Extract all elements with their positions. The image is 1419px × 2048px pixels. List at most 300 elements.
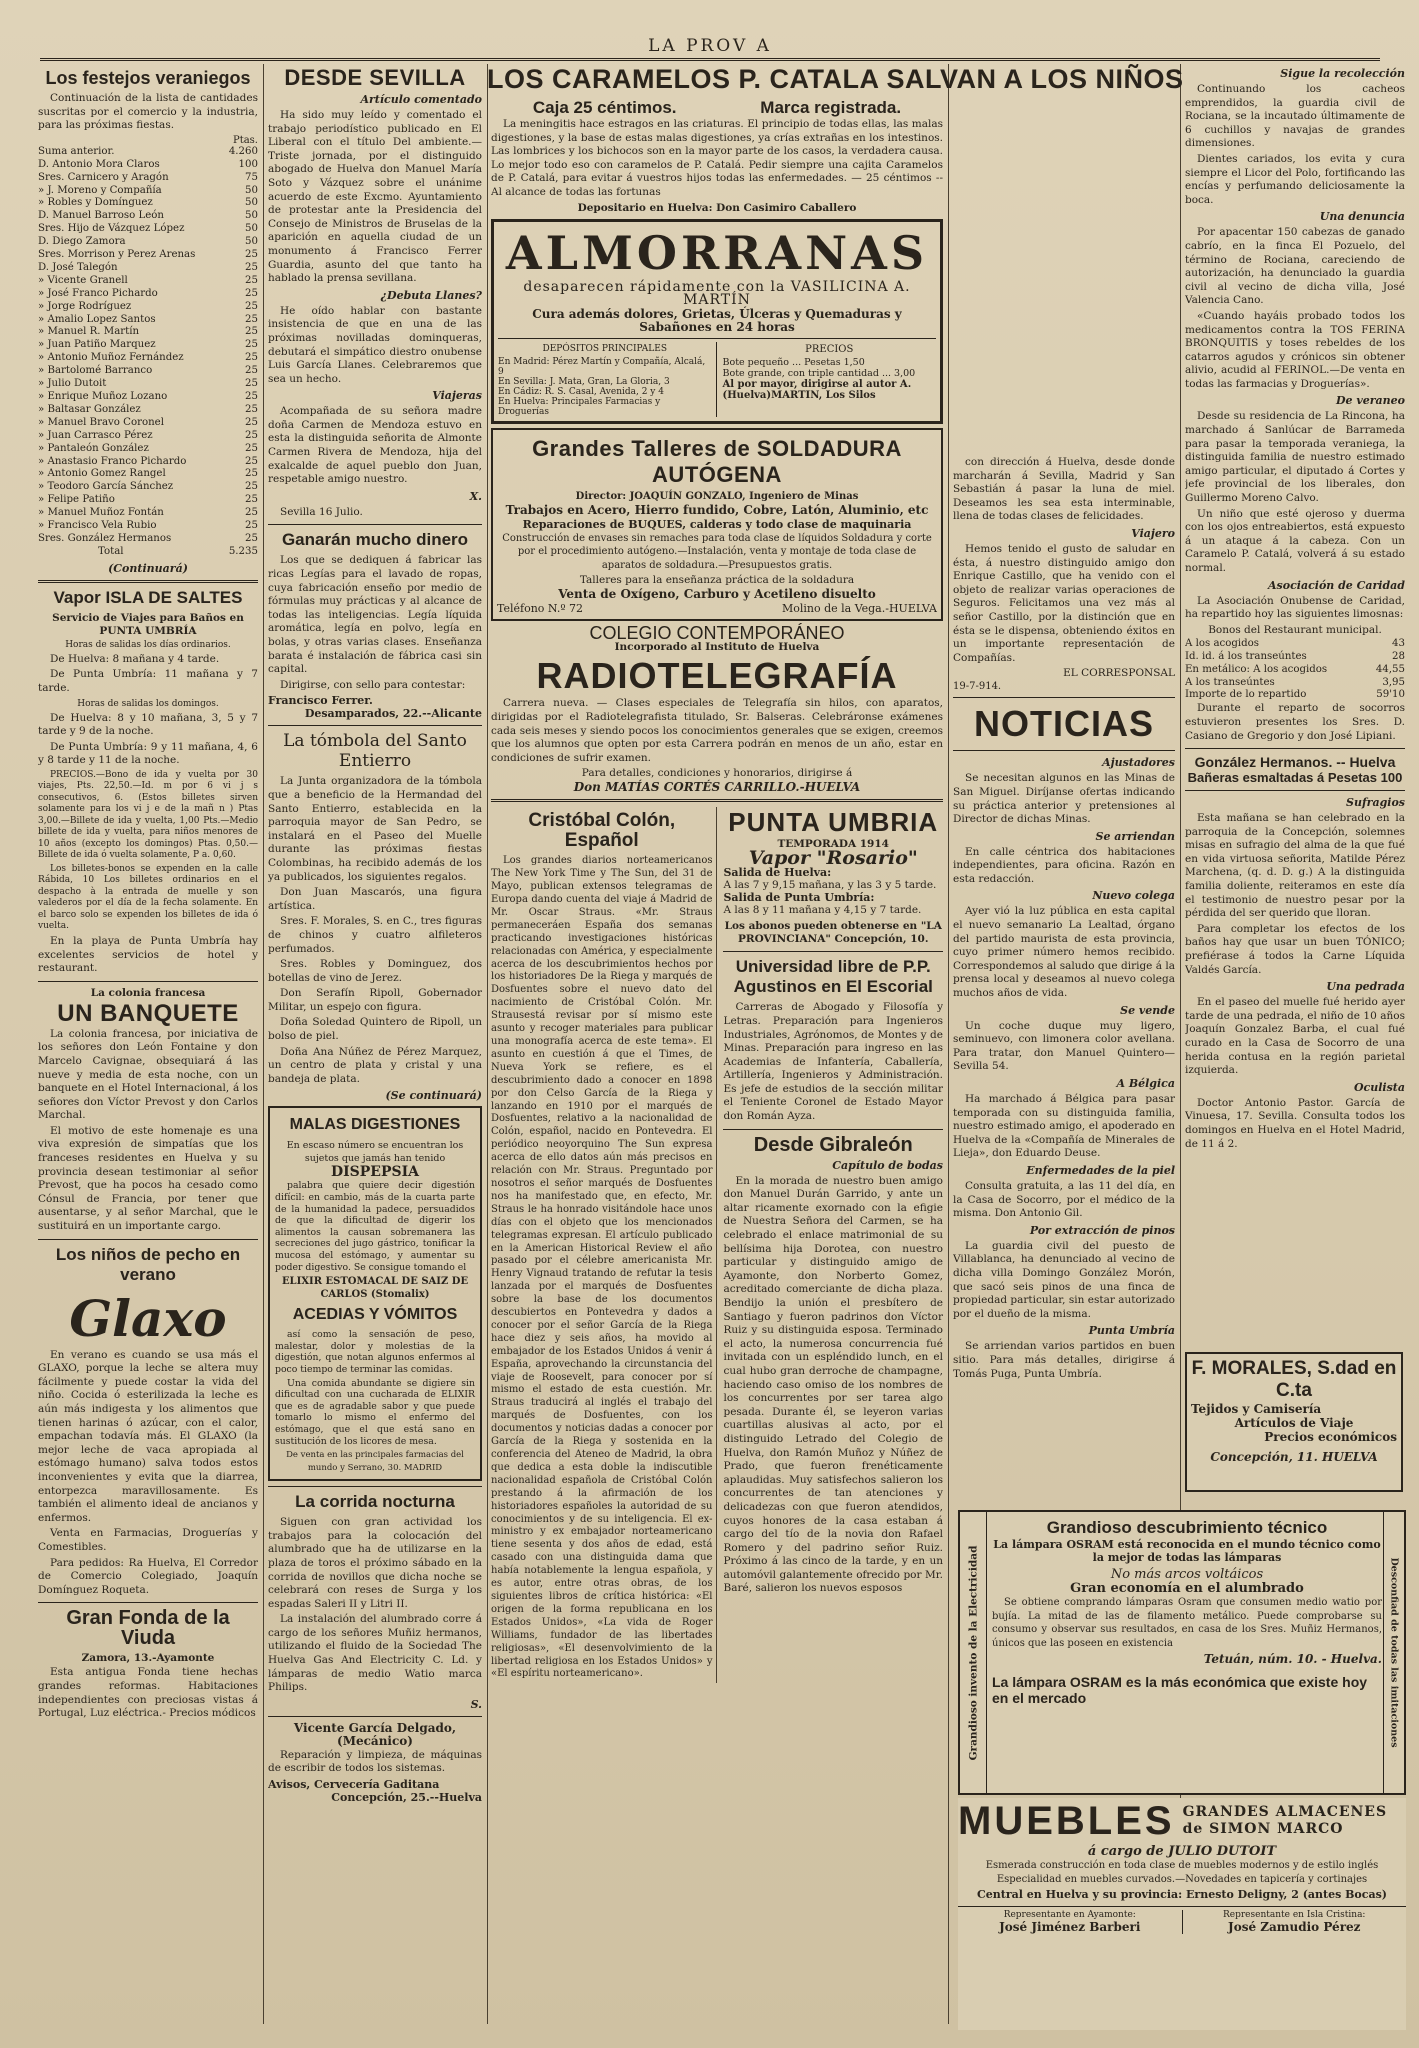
pu-title: Punta Umbría bbox=[1088, 1324, 1175, 1338]
malas-p: En escaso número se encuentran los sujetos que jamás han tenido bbox=[286, 1140, 464, 1165]
row-value: 25 bbox=[245, 442, 258, 454]
talleres-tel: Teléfono N.º 72 bbox=[497, 602, 584, 616]
row-name: En metálico: A los acogidos bbox=[1185, 663, 1328, 675]
row-value: 44,55 bbox=[1375, 663, 1405, 675]
sufragios-p: Esta mañana se han celebrado en la parroquia de la Concepción, solemnes misas en sufragio del alma de la que fué en vida virtuosa señorita, Matilde Pérez Marchena, (q. d. D. g.) A la distinguida familia doliente, reiteramos en este día el testimonio de nuestro pesar por la pérdida del ser querido que lloran. bbox=[1185, 812, 1405, 920]
sevilla-sign: X. bbox=[469, 489, 482, 503]
tombola-p5: Don Serafín Ripoll, Gobernador Militar, un espejo con figura. bbox=[268, 987, 482, 1013]
table-row bbox=[38, 352, 258, 365]
table-row bbox=[38, 494, 258, 507]
servicio: Servicio de Viajes para Baños en PUNTA UMBRÍA bbox=[52, 611, 244, 637]
continuara: (Continuará) bbox=[108, 561, 188, 575]
column-1 bbox=[38, 64, 258, 2024]
ganar-nombre: Francisco Ferrer. bbox=[268, 694, 373, 708]
malas-p4: Una comida abundante se digiere sin dificultad con una cucharada de ELIXIR que es de agradable sabor y que puede tomarlo lo mismo el enfermo del estómago, que el que está sano en sustitución de los licores de mesa. bbox=[275, 1377, 475, 1447]
corrida-sign: S. bbox=[470, 1697, 482, 1711]
rep2-label: Representante en Isla Cristina: bbox=[1223, 1910, 1366, 1921]
tombola-title: La tómbola del Santo Entierro bbox=[283, 731, 467, 772]
pedrada-p: En el paseo del muelle fué herido ayer tarde de una pedrada, el niño de 10 años Joaquín Gonzalez Barba, el cual fué curado en la Casa de Socorro de una herida contusa en la región parietal izquierda. bbox=[1185, 996, 1405, 1077]
row-value: 50 bbox=[245, 236, 258, 248]
vicente-p: Reparación y limpieza, de máquinas de escribir de todos los sistemas. bbox=[268, 1748, 482, 1775]
talleres-4: Talleres para la enseñanza práctica de la soldadura bbox=[579, 574, 855, 587]
ganar-dirigirse: Dirigirse, con sello para contestar: bbox=[280, 678, 466, 691]
row-name: » Jorge Rodríguez bbox=[38, 300, 132, 312]
pu-3: Salida de Punta Umbría: bbox=[723, 891, 875, 905]
muebles-addr: Central en Huelva y su provincia: Ernesto Deligny, 2 (antes Bocas) bbox=[976, 1888, 1387, 1902]
table-row bbox=[1185, 638, 1405, 651]
caramelos-banner: LOS CARAMELOS P. CATALA SALVAN A LOS NIÑOS bbox=[487, 64, 1184, 94]
column-5 bbox=[1185, 64, 1405, 1504]
recol-title: Sigue la recolección bbox=[1280, 67, 1405, 80]
punta-title: PUNTA UMBRIA bbox=[728, 807, 939, 838]
muebles-title: MUEBLES bbox=[958, 1799, 1175, 1843]
talleres-5: Venta de Oxígeno, Carburo y Acetileno disuelto bbox=[558, 587, 876, 602]
table-row bbox=[38, 430, 258, 443]
elixir: ELIXIR ESTOMACAL DE SAIZ DE CARLOS (Stomalix) bbox=[281, 1276, 469, 1301]
row-name: » Antonio Gomez Rangel bbox=[38, 468, 166, 480]
asoc-p: La Asociación Onubense de Caridad, ha repartido hoy las siguientes limosnas: bbox=[1185, 594, 1405, 621]
table-row bbox=[38, 326, 258, 339]
sevilla-sub3: Viajeras bbox=[432, 389, 482, 403]
belgica-p: Ha marchado á Bélgica para pasar temporada con su distinguida familia, nuestro estimado amigo, el apoderado en Huelva de la «Compañía de Minerales de Lieja», don Eduardo Deuse. bbox=[953, 1093, 1175, 1160]
table-row bbox=[38, 520, 258, 533]
table-row bbox=[38, 223, 258, 236]
row-name: » Juan Patiño Marquez bbox=[38, 339, 156, 351]
dispepsia: DISPEPSIA bbox=[330, 1164, 420, 1181]
table-row bbox=[38, 339, 258, 352]
row-value: 25 bbox=[245, 249, 258, 261]
table-row bbox=[38, 404, 258, 417]
arriendan-p: En calle céntrica dos habitaciones independientes, para oficina. Razón en esta redacción. bbox=[953, 845, 1175, 885]
arriendan-title: Se arriendan bbox=[1095, 829, 1175, 843]
table-row bbox=[1185, 677, 1405, 690]
talleres-2: Reparaciones de BUQUES, calderas y todo clase de maquinaria bbox=[522, 517, 912, 531]
tombola-p3: Sres. F. Morales, S. en C., tres figuras de chinos y cuatro alfileteros perfumados. bbox=[268, 915, 482, 955]
asoc-p2: Durante el reparto de socorros estuvieron presentes los Sres. D. Casiano de Gregorio y don José Lipiani. bbox=[1185, 702, 1405, 742]
talleres-1: Trabajos en Acero, Hierro fundido, Cobre, Latón, Aluminio, etc bbox=[505, 502, 929, 517]
row-name: » Teodoro García Sánchez bbox=[38, 481, 174, 493]
gibraleon-sub: Capítulo de bodas bbox=[832, 1158, 943, 1172]
gibraleon-p: En la morada de nuestro buen amigo don Manuel Durán Garrido, y ante un altar ricamente exornado con la efigie de Nuestra Señora del Carmen, se ha celebrado el enlace matrimonial de su bellísima hija Dorotea, con nuestro particular y distinguido amigo de Ayamonte, don Norberto Gomez, acreditado comerciante de dicha plaza. Bendijo la unión el presbítero de Santiago y fueron padrinos don Víctor Ruiz y su distinguida esposa. Terminado el acto, la numerosa concurrencia fué invitada con un espléndido lunch, en el cual hubo gran derroche de champagne, haciendo caso omiso de los nombres de los concurrentes por ser tarea algo pesada. Durante él, se leyeron varias cuartillas alusivas al acto, por el distinguido Letrado del Colegio de Huelva, don Ramón Muñoz y Núñez de Prado, que fueron frenéticamente aplaudidas. Muy satisfechos salieron los concurrentes de tan atenciones y delicadezas con que fueron atendidos, cuyos honores de la casa estaban á cargo del tío de la novia don Rafael Romero y del padrino señor Ruiz. Próximo á las cinco de la tarde, y en un automóvil galantemente ofrecido por Mr. Baré, salieron los nuevos esposos bbox=[723, 1174, 943, 1595]
pinos-title: Por extracción de pinos bbox=[1029, 1223, 1175, 1237]
row-value: 25 bbox=[245, 287, 258, 299]
row-value: 25 bbox=[245, 494, 258, 506]
row-value: 50 bbox=[245, 223, 258, 235]
row-name: D. Diego Zamora bbox=[38, 236, 126, 248]
muebles-ad bbox=[958, 1798, 1406, 2030]
sevilla-title: DESDE SEVILLA bbox=[284, 65, 466, 90]
asoc-table bbox=[1185, 638, 1405, 703]
c4-fecha: 19-7-914. bbox=[953, 681, 1002, 693]
osram-b: La lámpara OSRAM es la más económica que existe hoy en el mercado bbox=[992, 1674, 1368, 1707]
morales-title: F. MORALES, S.dad en C.ta bbox=[1191, 1358, 1397, 1401]
denuncia-p: Por apacentar 150 cabezas de ganado cabrío, en la finca El Pozuelo, del término de Rociana, careciendo de autorización, ha denunciado la guardia civil al vecino de dicha villa, José Valencia Cano. bbox=[1185, 226, 1405, 307]
univ-p: Carreras de Abogado y Filosofía y Letras. Preparación para Ingenieros Industriales, Agrónomos, de Montes y de Minas. Preparación para ingreso en las Academias de Infantería, Caballería, Artillería, Ingenieros y Administración. Es jefe de estudios de la sección militar el Teniente Coronel de Estado Mayor don Román Ayza. bbox=[723, 1001, 943, 1123]
sufragios-title: Sufragios bbox=[1346, 796, 1405, 810]
colegio-sub: Incorporado al Instituto de Huelva bbox=[614, 641, 820, 654]
row-value: 50 bbox=[245, 184, 258, 196]
table-row bbox=[1185, 689, 1405, 702]
depositos-list bbox=[498, 357, 712, 417]
recol-p: Continuando los cacheos emprendidos, la guardia civil de Rociana, se la incautado últimamente de 6 cuchillos y navajas de grandes dimensiones. bbox=[1185, 83, 1405, 150]
row-name: Sres. Hijo de Vázquez López bbox=[38, 223, 185, 235]
table-row bbox=[38, 249, 258, 262]
malas-title: MALAS DIGESTIONES bbox=[289, 1116, 461, 1134]
row-value: 25 bbox=[245, 313, 258, 325]
osram-p2: No más arcos voltáicos bbox=[1110, 1567, 1264, 1582]
table-row bbox=[38, 443, 258, 456]
sevilla-p1: Ha sido muy leído y comentado el trabajo periodístico publicado en El Liberal con el título Del ambiente.—Triste jornada, por el distinguido abogado de Huelva don Manuel María Soto y Vázquez sobre el unánime acuerdo de este Excmo. Ayuntamiento de protestar ante la Presidencia del Consejo de Ministros de Bruselas de la aparición en aquella ciudad de un monumento á Francisco Ferrer Guardia, asunto del que tanto ha hablado la prensa sevillana. bbox=[268, 109, 482, 285]
malas-p3: así como la sensación de peso, malestar, dolor y molestias de la digestión, que notan algunos enfermos al poco tiempo de terminar las comidas. bbox=[275, 1329, 475, 1375]
corrida-title: La corrida nocturna bbox=[295, 1492, 455, 1512]
masthead: LA PROV A bbox=[40, 36, 1380, 61]
salida-punta: De Punta Umbría: 11 mañana y 7 tarde. bbox=[38, 668, 258, 694]
horas-ordinarios: Horas de salidas los días ordinarios. bbox=[65, 639, 231, 650]
row-value: 25 bbox=[245, 352, 258, 364]
pu-1: Salida de Huelva: bbox=[723, 866, 832, 880]
colega-title: Nuevo colega bbox=[1092, 889, 1175, 903]
horas-domingos: Horas de salidas los domingos. bbox=[77, 698, 219, 709]
belgica-title: A Bélgica bbox=[1116, 1077, 1175, 1090]
deposito-line: En Madrid: Pérez Martín y Compañía, Alcalá, 9 bbox=[498, 356, 706, 377]
malas-p2: palabra que quiere decir digestión difícil: en cambio, más de la cuarta parte de la humanidad la padece, persuadidos de que la dificultad de digerir los alimentos la causan sobremanera las secreciones del jugo gástrico, tonificar la mucosa del estómago, y aumentar su poder digestivo. Se consigue tomando el bbox=[275, 1180, 475, 1273]
glaxo-pedidos: Para pedidos: Ra Huelva, El Corredor de Comercio Colegiado, Joaquín Domínguez Roqueta. bbox=[38, 1556, 258, 1596]
table-row bbox=[38, 172, 258, 185]
colon-p: Los grandes diarios norteamericanos The New York Time y The Sun, del 31 de Mayo, publican extensos telegramas de Europa dando cuenta del viaje á Madrid de Mr. Oscar Straus. «Mr. Straus permaneceráen España dos semanas practicando investigaciones históricas relacionadas con América, y especialmente acerca de los descubrimientos hechos por los historiadores De la Riega y marqués de Dosfuentes sobre el nuevo dato del nacimiento de Cristóbal Colón. Mr. Strausestá revisar por sí mismo este asunto y recoger materiales para publicar una monografía acerca de este tema». El asunto en cuestión á que el Times, de Nueva York se refiere, es el descubrimiento dado a conocer en 1898 por don Celso García de la Riega y lanzando en 1910 por el marqués de Dosfuentes, relativo a la nacionalidad de Colón, español, nacido en Pontevedra. El periódico neoyorquino The Sun expresa acerca de ello datos aún más precisos en relación con Mr. Straus. Preguntado por nosotros el señor marqués de Dosfuentes nos ha manifestado que, en efecto, Mr. Straus le ha honrado visitándole hace unos días con el objeto que los mencionados telegramas expresan. El artículo publicado en la American Historical Review el año pasado por el célebre americanista Mr. Henry Vignaud tratando de refutar la tesis lanzada por el marqués de Dosfuentes sobre la base de los documentos descubiertos en Pontevedra y dados a conocer por el señor García de la Riega hace diez y seis años, ha movido al embajador de los Estados Unidos á venir á España, aprovechando la circunstancia del viaje de Roosevelt, para conocer por sí mismo el estado de esta cuestión. Mr. Straus traducirá al inglés el trabajo del marqués de Dosfuentes, con los documentos y noticias dadas a conocer por García de la Riega y sostenida en la conferencia del Ateneo de Madrid, la obra que dedica a esta doble la indiscutible nacionalidad española de Cristóbal Colón prestando á la afirmación de los historiadores españoles la autoridad de su conocimientos y de su inteligencia. El ex-ministro y ex embajador norteamericano tiene sesenta y dos años de edad, está casado con una distinguida dama que había notablemente la lengua española, y es autor, entre otras obras, de los siguientes libros de crítica histórica: «El origen de la forma republicana en los Estados Unidos», «La vida de Roger Williams, fundador de las libertades religiosas», «El desenvolvimiento de la libertad religiosa en los Estados Unidos» y «El espíritu norteamericano». bbox=[491, 855, 713, 1680]
table-row bbox=[38, 481, 258, 494]
precio-mayor: Al por mayor, dirigirse al autor A. (Huelva)MARTIN, Los Silos bbox=[722, 378, 912, 401]
row-value: 4.260 bbox=[228, 145, 258, 157]
row-name: » Francisco Vela Rubio bbox=[38, 520, 157, 532]
oculista-title: Oculista bbox=[1353, 1080, 1405, 1094]
row-value: 28 bbox=[1392, 650, 1405, 662]
column-2 bbox=[268, 64, 482, 2024]
deposito-line: En Huelva: Principales Farmacias y Droguerías bbox=[498, 396, 661, 417]
festejos-table bbox=[38, 146, 258, 546]
osram-addr: Tetuán, núm. 10. - Huelva. bbox=[1203, 1652, 1382, 1667]
nino-p: Un niño que esté ojeroso y duerma con los ojos entreabiertos, está expuesto á un ataque á la cabeza. Con un Caramelo P. Catalá, volverá á su estado normal. bbox=[1185, 507, 1405, 574]
corresponsal: EL CORRESPONSAL bbox=[1063, 667, 1175, 680]
row-value: 25 bbox=[245, 507, 258, 519]
viajero-p: Hemos tenido el gusto de saludar en ésta, á nuestro distinguido amigo don Enrique Castillo, que ha venido con el objeto de realizar varias operaciones de Seguros. Felicitamos una vez más al señor Castillo, por la distinción que en ésta se le dispensa, obteniendo éxitos en un importante representación de Compañías. bbox=[953, 542, 1175, 664]
row-name: » Vicente Granell bbox=[38, 274, 128, 286]
talleres-dir: Director: JOAQUÍN GONZALO, Ingeniero de Minas bbox=[575, 490, 859, 502]
row-value: 25 bbox=[245, 468, 258, 480]
veraneo-title: De veraneo bbox=[1335, 394, 1405, 408]
pu-4: A las 8 y 11 mañana y 4,15 y 7 tarde. bbox=[723, 904, 922, 917]
row-value: 43 bbox=[1392, 637, 1405, 649]
malas-ad bbox=[268, 1106, 482, 1481]
row-value: 25 bbox=[245, 416, 258, 428]
row-name: » Juan Carrasco Pérez bbox=[38, 429, 153, 441]
muebles-p: Esmerada construcción en toda clase de muebles modernos y de estilo inglés Especialidad en muebles curvados.—Novedades en tapicería y cortinajes bbox=[985, 1860, 1379, 1885]
pu-2: A las 7 y 9,15 mañana, y las 3 y 5 tarde. bbox=[723, 879, 937, 892]
row-name: » Manuel Bravo Coronel bbox=[38, 416, 164, 428]
bonos-vapor: Los billetes-bonos se expenden en la calle Rábida, 10 Los billetes ordinarios en el despacho à la entrada de muelle y son valederos por el día de la fecha solamente. En el barco solo se expenden los billetes de ida ó vuelta. bbox=[38, 863, 258, 932]
colonia-title: La colonia francesa bbox=[90, 986, 206, 999]
column-3 bbox=[491, 98, 943, 2024]
row-name: » Manuel R. Martín bbox=[38, 326, 140, 338]
deposito-line: En Sevilla: J. Mata, Gran, La Gloria, 3 bbox=[498, 376, 670, 387]
tombola-p4: Sres. Robles y Dominguez, dos botellas de vino de Jerez. bbox=[268, 958, 482, 984]
row-value: 50 bbox=[245, 197, 258, 209]
table-row bbox=[38, 262, 258, 275]
gibraleon-title: Desde Gibraleón bbox=[753, 1133, 913, 1156]
almorranas-s2: Cura además dolores, Grietas, Úlceras y Quemaduras y Sabañones en 24 horas bbox=[532, 306, 902, 334]
row-name: Importe de lo repartido bbox=[1185, 689, 1307, 701]
muebles-sub: GRANDES ALMACENES de SIMON MARCO bbox=[1182, 1804, 1388, 1837]
festejos-intro: Continuación de la lista de cantidades suscritas por el comercio y la industria, para las próximas fiestas. bbox=[38, 92, 258, 132]
rosario: Vapor "Rosario" bbox=[748, 847, 918, 870]
row-value: 25 bbox=[245, 429, 258, 441]
viajero-title: Viajero bbox=[1131, 526, 1175, 540]
table-row bbox=[1185, 664, 1405, 677]
colon-title: Cristóbal Colón, Español bbox=[528, 810, 676, 852]
ajust-title: Ajustadores bbox=[1102, 756, 1175, 770]
row-name: » Felipe Patiño bbox=[38, 494, 115, 506]
ninos-title: Los niños de pecho en verano bbox=[55, 1244, 241, 1284]
talleres-title: Grandes Talleres de SOLDADURA AUTÓGENA bbox=[532, 435, 902, 487]
row-value: 25 bbox=[245, 378, 258, 390]
row-name: » Robles y Domínguez bbox=[38, 197, 153, 209]
denuncia-title: Una denuncia bbox=[1319, 210, 1405, 224]
dientes-p: Dientes cariados, los evita y cura siempre el Licor del Polo, fortificando las encías y perfumando deliciosamente la boca. bbox=[1185, 152, 1405, 206]
table-row bbox=[38, 288, 258, 301]
almorranas-ad bbox=[491, 219, 943, 424]
corrida-p2: La instalación del alumbrado corre á cargo de los señores Muñiz hermanos, utilizando el fluido de la Sociedad The Huelva Gas And Electricity C. Ld. y lámparas de medio Watio marca Philips. bbox=[268, 1613, 482, 1694]
radio-title: RADIOTELEGRAFÍA bbox=[536, 655, 898, 697]
tombola-p7: Doña Ana Núñez de Pérez Marquez, un centro de plata y cristal y una bandeja de plata. bbox=[268, 1045, 482, 1085]
table-row bbox=[38, 197, 258, 210]
asoc-bonos: Bonos del Restaurant municipal. bbox=[1208, 623, 1382, 636]
tombola-p1: La Junta organizadora de la tómbola que a beneficio de la Hermandad del Santo Entierro, establecida en la parroquia mayor de San Pedro, se instalará en el Paseo del Muelle durante las próximas fiestas Colombinas, ha recibido además de los ya publicados, los siguientes regalos. bbox=[268, 775, 482, 883]
table-row bbox=[38, 159, 258, 172]
row-value: 25 bbox=[245, 391, 258, 402]
row-value: 50 bbox=[245, 210, 258, 222]
c4-p0: con dirección á Huelva, desde donde marcharán á Sevilla, Madrid y San Sebastián á pasar la luna de miel. Deseamos les sea esta interminable, llena de todas clases de felicidades. bbox=[953, 456, 1175, 523]
corrida-p1: Siguen con gran actividad los trabajos para la colocación del alumbrado que ha de utilizarse en la plaza de toros el próximo sábado en la corrida de novillos que dicha noche se celebrará con reses de Surga y los espadas Saleri II y Litri II. bbox=[268, 1516, 482, 1610]
table-row bbox=[38, 314, 258, 327]
row-value: 100 bbox=[238, 158, 258, 170]
depositos-title: DEPÓSITOS PRINCIPALES bbox=[542, 343, 667, 354]
table-row bbox=[38, 417, 258, 430]
temporada: TEMPORADA 1914 bbox=[777, 838, 889, 851]
ajust-p: Se necesitan algunos en las Minas de San Miguel. Diríjanse ofertas indicando su práctica anterior y pretensiones al Director de dichas Minas. bbox=[953, 772, 1175, 826]
ptas-label: Ptas. bbox=[232, 134, 258, 146]
piel-title: Enfermedades de la piel bbox=[1026, 1163, 1175, 1177]
morales-addr: Concepción, 11. HUELVA bbox=[1210, 1450, 1378, 1464]
veraneo-p: Desde su residencia de La Rincona, ha marchado á Sanlúcar de Barrameda para pasar la temporada veraniega, la distinguida familia de nuestro estimado amigo particular, el diputado á Cortes y jefe provincial de los liberales, don Guillermo Moreno Calvo. bbox=[1185, 410, 1405, 505]
morales-ad bbox=[1185, 1352, 1403, 1492]
right-subcol bbox=[723, 807, 943, 1683]
row-value: 25 bbox=[245, 326, 258, 338]
rep1-label: Representante en Ayamonte: bbox=[1003, 1910, 1136, 1921]
row-name: D. José Talegón bbox=[38, 261, 118, 273]
morales-1: Tejidos y Camisería bbox=[1191, 1402, 1322, 1416]
avisos-addr: Concepción, 25.--Huelva bbox=[331, 1791, 482, 1805]
table-row bbox=[38, 146, 258, 159]
row-name: » Bartolomé Barranco bbox=[38, 365, 153, 377]
oculista-p: Doctor Antonio Pastor. García de Vinuesa, 17. Sevilla. Consulta todos los domingos en Huelva en el Hotel Madrid, de 11 á 2. bbox=[1185, 1096, 1405, 1150]
precio-2: Bote grande, con triple cantidad ... 3,00 bbox=[722, 367, 916, 379]
row-value: 75 bbox=[245, 171, 258, 183]
malas-venta: De venta en las principales farmacias del mundo y Serrano, 30. MADRID bbox=[286, 1450, 464, 1474]
asoc-title: Asociación de Caridad bbox=[1268, 578, 1405, 592]
row-value: 25 bbox=[245, 403, 258, 415]
osram-p4: Se obtiene comprando lámparas Osram que consumen medio watio por bujía. La mitad de las de filamento metálico. Puede comprobarse su consumo y observar sus resultados, en casa de los Sres. Muñiz Hermanos, únicos que las poseen en existencia bbox=[992, 1597, 1382, 1649]
row-value: 3,95 bbox=[1382, 676, 1405, 688]
osram-p1: La lámpara OSRAM está reconocida en el mundo técnico como la mejor de todas las lámparas bbox=[993, 1538, 1381, 1564]
row-name: » José Franco Pichardo bbox=[38, 287, 158, 299]
vende-title: Se vende bbox=[1120, 1003, 1175, 1017]
row-name: Id. id. á los transeúntes bbox=[1185, 650, 1307, 662]
vapor-title: Vapor ISLA DE SALTES bbox=[53, 587, 243, 607]
table-row bbox=[38, 378, 258, 391]
row-name: » Pantaleón González bbox=[38, 442, 149, 454]
row-value: 25 bbox=[245, 300, 258, 312]
osram-p3: Gran economía en el alumbrado bbox=[1070, 1581, 1304, 1596]
gh-sub: Bañeras esmaltadas á Pesetas 100 bbox=[1187, 770, 1403, 786]
pu-p: Se arriendan varios partidos en buen sitio. Para más detalles, dirigirse á Tomás Puga, Punta Umbría. bbox=[953, 1340, 1175, 1380]
tombola-cont: (Se continuará) bbox=[385, 1089, 482, 1103]
table-row bbox=[38, 533, 258, 546]
row-name: » Anastasio Franco Pichardo bbox=[38, 455, 187, 467]
radio-p: Carrera nueva. — Clases especiales de Telegrafía sin hilos, con aparatos, dirigidas por el Radiotelegrafista titulado, Sr. Balseras. Celebráronse exámenes cada seis meses y siendo pocos los conocimientos generales que se exigen, creemos que los alumnos que opten por esta Carrera podrán en menos de un año, estar en condiciones de sufrir examen. bbox=[491, 697, 943, 764]
salida-huelva: De Huelva: 8 mañana y 4 tarde. bbox=[50, 652, 220, 665]
row-name: » Manuel Muñoz Fontán bbox=[38, 507, 164, 519]
deposito-line: En Cádiz: R. S. Casal, Avenida, 2 y 4 bbox=[498, 386, 664, 397]
glaxo-p: En verano es cuando se usa más el GLAXO, porque la leche se altera muy fácilmente y puede costar la vida del niño. Cocida ó esterilizada la leche es aún más indigesta y los alimentos que tienen harinas ó azúcar, con el calor, empachan todavía más. El GLAXO (la mejor leche de vaca apropiada al estómago humano) salva todos estos inconvenientes y evita que la diarrea, entorpezca maravillosamente. Es también el alimento ideal de ancianos y enfermos. bbox=[38, 1348, 258, 1524]
row-value: 25 bbox=[245, 365, 258, 377]
row-value: 25 bbox=[245, 274, 258, 286]
row-value: 25 bbox=[245, 481, 258, 493]
row-value: 25 bbox=[245, 532, 258, 544]
row-name: Suma anterior. bbox=[38, 145, 115, 157]
sevilla-p2: He oído hablar con bastante insistencia de que en una de las próximas novilladas dominqueras, debutará el simpático diestro onubense Luis García Llanes. Celebraremos que sea un hecho. bbox=[268, 304, 482, 385]
row-name: » Julio Dutoit bbox=[38, 378, 107, 390]
table-row bbox=[38, 210, 258, 223]
glaxo-venta: Venta en Farmacias, Droguerías y Comestibles. bbox=[38, 1527, 258, 1553]
table-row bbox=[1185, 651, 1405, 664]
row-value: 25 bbox=[245, 261, 258, 273]
almorranas-title: ALMORRANAS bbox=[505, 225, 929, 280]
vende-p: Un coche duque muy ligero, seminuevo, con limonera color avellana. Para tratar, don Manuel Quintero—Sevilla 54. bbox=[953, 1019, 1175, 1073]
fonda-p: Esta antigua Fonda tiene hechas grandes reformas. Habitaciones independientes con preciosas vistas á Portugal, Luz eléctrica.- Precios módicos bbox=[38, 1666, 258, 1720]
pu-5: Los abonos pueden obtenerse en "LA PROVINCIANA" Concepción, 10. bbox=[724, 920, 942, 946]
table-row bbox=[38, 275, 258, 288]
table-row bbox=[38, 456, 258, 469]
row-name: » J. Moreno y Compañía bbox=[38, 184, 162, 196]
fonda-title: Gran Fonda de la Viuda bbox=[66, 1607, 230, 1650]
talleres-ad bbox=[491, 428, 943, 622]
row-name: » Amalio Lopez Santos bbox=[38, 313, 156, 325]
tonico-p: Para completar los efectos de los baños hay que usar un buen TÓNICO; prefiérase á todos la Carne Líquida Valdés García. bbox=[1185, 922, 1405, 976]
table-row bbox=[38, 185, 258, 198]
pinos-p: La guardia civil del puesto de Villablanca, ha denunciado al vecino de dicha villa Domingo González Morón, que sacó seis pinos de una finca de propiedad particular, sin estar autorizado por el dueño de la misma. bbox=[953, 1239, 1175, 1320]
total-value: 5.235 bbox=[228, 545, 258, 557]
row-name: D. Antonio Mora Claros bbox=[38, 158, 160, 170]
osram-side2: Desconfiad de todas las imitaciones bbox=[1388, 1557, 1400, 1748]
talleres-addr: Molino de la Vega.-HUELVA bbox=[781, 602, 937, 616]
morales-3: Precios económicos bbox=[1264, 1430, 1397, 1444]
table-row bbox=[38, 468, 258, 481]
pedrada-title: Una pedrada bbox=[1326, 980, 1405, 994]
row-name: D. Manuel Barroso León bbox=[38, 210, 164, 222]
fonda-addr: Zamora, 13.-Ayamonte bbox=[81, 1652, 215, 1665]
row-name: Sres. Carnicero y Aragón bbox=[38, 171, 169, 183]
acedias: ACEDIAS Y VÓMITOS bbox=[292, 1306, 458, 1324]
glaxo-logo: Glaxo bbox=[69, 1288, 227, 1348]
caja: Caja 25 céntimos. bbox=[532, 98, 677, 117]
precio-1: Bote pequeño ... Pesetas 1,50 bbox=[722, 356, 865, 368]
dom-huelva: De Huelva: 8 y 10 mañana, 3, 5 y 7 tarde y 9 de la noche. bbox=[38, 711, 258, 738]
osram-side: Grandioso invento de la Electricidad bbox=[967, 1545, 980, 1760]
osram-title: Grandioso descubrimiento técnico bbox=[1046, 1518, 1328, 1537]
table-row bbox=[38, 365, 258, 378]
radio-d: Para detalles, condiciones y honorarios, dirigirse á bbox=[581, 767, 853, 780]
univ-title: Universidad libre de P.P. Agustinos en El Escorial bbox=[733, 957, 933, 997]
colon-col bbox=[491, 807, 717, 1683]
vicente-title: Vicente García Delgado, (Mecánico) bbox=[293, 1720, 457, 1748]
muebles-cargo: á cargo de JULIO DUTOIT bbox=[1087, 1844, 1277, 1859]
almorranas-s1: desaparecen rápidamente con la VASILICINA A. MARTÍN bbox=[523, 278, 911, 308]
row-value: 25 bbox=[245, 455, 258, 467]
dom-punta: De Punta Umbría: 9 y 11 mañana, 4, 6 y 8 tarde y 11 de la noche. bbox=[38, 740, 258, 767]
table-row bbox=[38, 391, 258, 404]
banquete-p2: El motivo de este homenaje es una viva expresión de simpatías que los franceses residentes en Huelva y su provincia desean testimoniar al señor Prevost, que ha pocos ha cesado como Cónsul de Francia, por tener que ausentarse, y al señor Marchal, que le sustituirá en un importante cargo. bbox=[38, 1124, 258, 1233]
festejos-title: Los festejos veraniegos bbox=[45, 68, 251, 88]
table-row bbox=[38, 301, 258, 314]
gh-title: González Hermanos. -- Huelva bbox=[1194, 754, 1396, 771]
row-value: 25 bbox=[245, 339, 258, 351]
talleres-3: Construcción de envases sin remaches para toda clase de líquidos Soldadura y corte por el procedimiento autógeno.—Instalación, venta y montaje de toda clase de aparatos de soldadura.—Presupuestos gratis. bbox=[502, 532, 932, 571]
row-value: 25 bbox=[245, 520, 258, 532]
row-name: » Antonio Muñoz Fernández bbox=[38, 352, 184, 364]
avisos: Avisos, Cervecería Gaditana bbox=[268, 1778, 440, 1792]
marca: Marca registrada. bbox=[760, 98, 902, 117]
banquete-title: UN BANQUETE bbox=[57, 999, 239, 1027]
colegio-title: COLEGIO CONTEMPORÁNEO bbox=[589, 623, 845, 644]
rep2: José Zamudio Pérez bbox=[1228, 1920, 1361, 1935]
row-name: » Enrique Muñoz Lozano bbox=[38, 391, 168, 402]
tombola-p6: Doña Soledad Quintero de Ripoll, un bolso de piel. bbox=[268, 1016, 482, 1043]
banquete-p1: La colonia francesa, por iniciativa de los señores don León Fontaine y don Marcelo Cavignae, obsequiará á las nueve y media de esta noche, con un banquete en el Hotel Internacional, á los señores don Víctor Prevost y don Carlos Marchal. bbox=[38, 1027, 258, 1122]
colega-p: Ayer vió la luz pública en esta capital el nuevo semanario La Lealtad, órgano del partido maurista de esta provincia, cuyo primer número hemos recibido. Correspondemos al saludo que dirige á la prensa local y deseamos al nuevo colega muchos años de vida. bbox=[953, 905, 1175, 1000]
rep1: José Jiménez Barberi bbox=[999, 1920, 1141, 1935]
row-name: Sres. Morrison y Perez Arenas bbox=[38, 249, 196, 261]
precios-title: PRECIOS bbox=[805, 343, 854, 355]
depositario: Depositario en Huelva: Don Casimiro Caballero bbox=[577, 201, 857, 214]
table-row bbox=[38, 507, 258, 520]
row-name: Sres. González Hermanos bbox=[38, 532, 172, 544]
ganar-title: Ganarán mucho dinero bbox=[281, 530, 469, 550]
piel-p: Consulta gratuita, a las 11 del día, en la Casa de Socorro, por el médico de la misma. Don Antonio Gil. bbox=[953, 1179, 1175, 1220]
osram-ad bbox=[958, 1510, 1406, 1795]
row-name: A los transeúntes bbox=[1185, 676, 1275, 688]
radio-n: Don MATÍAS CORTÉS CARRILLO.-HUELVA bbox=[573, 780, 861, 795]
sevilla-sub2: ¿Debuta Llanes? bbox=[380, 288, 482, 302]
row-name: » Baltasar González bbox=[38, 403, 141, 415]
ganar-p: Los que se dediquen á fabricar las ricas Legías para el lavado de ropas, cuya fabricación enseño por medio de fórmulas muy prácticas y al alcance de todas las inteligencias. Legía líquida aromática, legía en polvo, legía en bolas, y otras varias clases. Enseñanza barata é instalación de fábrica casi sin capital. bbox=[268, 554, 482, 676]
sevilla-sub1: Artículo comentado bbox=[360, 93, 482, 106]
tombola-p2: Don Juan Mascarós, una figura artística. bbox=[268, 886, 482, 912]
noticias-title: NOTICIAS bbox=[973, 703, 1154, 745]
table-row bbox=[38, 236, 258, 249]
row-value: 59'10 bbox=[1376, 689, 1405, 701]
column-4 bbox=[953, 456, 1175, 1506]
ganar-addr: Desamparados, 22.--Alicante bbox=[304, 707, 482, 721]
caramelos-p: La meningitis hace estragos en las criaturas. El principio de todas ellas, las malas digestiones, y la base de estas malas digestiones, ya crías extrañas en los intestinos. Las lombrices y los bichocos son en la mayor parte de los casos, la verdadera causa. Lo mejor todo eso con caramelos de P. Catalá. Pedir siempre una cajita Caramelos de P. Catalá, para evitar á vuestros hijos todas las enfermedades. — 25 céntimos -- Al alcance de todas las fortunas bbox=[491, 118, 943, 198]
